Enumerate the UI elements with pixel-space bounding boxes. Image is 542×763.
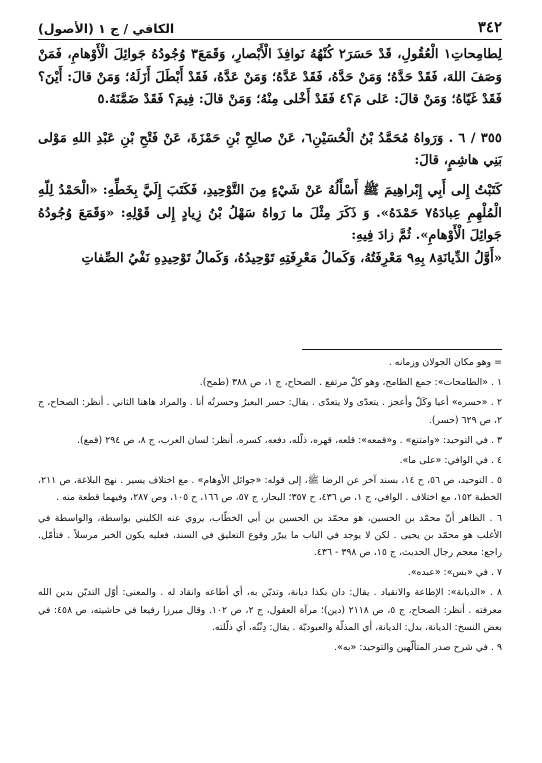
- page-number: ٣٤٢: [477, 18, 502, 36]
- footnote: ٥ . التوحيد، ص ٥٦، ح ١٤، بسند آخر عن الرضا ﷺ، إلى قوله: «جوائل الأوهام» . مع اختلاف يسير . نهج البلاغة، ص ٢١١، الخطبة ١٥٢، مع اختلاف . الوافي، ج ١، ص ٤٣٦، ح ٣٥٧؛ البحار، ج ٥٧، ص ١٦٦، ح ١٠٥، وص ٢٨٧، وفيهما قطعة منه .: [38, 475, 502, 504]
- main-paragraph: «أَوَّلُ الدِّيانَةِ٨ بِهِ٩ مَعْرِفَتُهُ، وَكَمالُ مَعْرِفَتِهِ تَوْحِيدُهُ، وَكَمالُ تَوْحِيدِهِ نَفْيُ الصِّفاتِ: [81, 250, 502, 266]
- main-paragraph: لِطامِحاتِ١ الْعُقُولِ، قَدْ حَسَرَ٢ كُنْهُهُ نَوافِذَ الْأَبْصارِ، وَقَمَعَ٣ وُجُودُهُ جَوائِلَ الْأَوْهامِ، فَمَنْ وَصَفَ اللهَ، فَقَدْ حَدَّهُ؛ وَمَنْ حَدَّهُ، فَقَدْ عَدَّهُ؛ وَمَنْ عَدَّهُ، فَقَدْ أَبْطَلَ أَزَلَهُ؛ وَمَنْ قالَ: أَيْنَ؟ فَقَدْ غَيّاهُ؛ وَمَنْ قالَ: عَلى مَ؟٤ فَقَدْ أَخْلى مِنْهُ؛ وَمَنْ قالَ: فِيمَ؟ فَقَدْ ضَمَّنَهُ.٥: [38, 47, 502, 108]
- main-paragraph: كَتَبْتُ إِلى أَبِي إِبْراهِيمَ ﷺ أَسْأَلُهُ عَنْ شَيْءٍ مِنَ التَّوْحِيدِ، فَكَتَبَ إِلَيَّ بِخَطِّهِ: «الْحَمْدُ لِلّهِ الْمُلْهِمِ عِبادَهُ٧ حَمْدَهُ». وَ ذَكَرَ مِثْلَ ما رَواهُ سَهْلُ بْنُ زِيادٍ إِلى قَوْلِهِ: «وَقَمَعَ وُجُودُهُ جَوائِلَ الْأَوْهامِ». ثُمَّ زادَ فِيهِ:: [38, 182, 502, 244]
- footnote: ٣ . في التوحيد: «وامتنع» . و«قمعه»: قلعه، قهره، ذلّله، دفعه، كسره. أنظر: لسان العرب، ج ٨، ص ٢٩٤ (قمع).: [77, 434, 502, 446]
- footnote-separator: [302, 349, 502, 350]
- footnotes: [38, 354, 502, 656]
- page-header: [38, 12, 502, 40]
- running-title: الكافي / ج ١ (الأصول): [38, 21, 175, 36]
- footnote: ٢ . «حسره» أعيا وكَلّ وأعجز . يتعدّى ولا يتعدّى . يقال: حسر البعيرُ وحسرتُه أنا . والمراد هاهنا الثاني . أنظر: الصحاح، ج ٢، ص ٦٢٩ (حسر).: [38, 397, 502, 426]
- footnote: ٨ . «الديانة»: الإطاعة والانقياد . يقال: دان بكذا ديانة، وتديّن به، أي أطاعه وانقاد له . والمعنى: أوّل التديّن بدين الله معرفته . أنظر: الصحاح، ج ٥، ص ٢١١٨ (دين)؛ مرآة العقول، ج ٢، ص ١٠٢. وقال ميرزا رفيعا في حاشيته، ص ٤٥٨: في بعض النسخ: الديانة، بدل: الديانة، أي المذلّة والعبوديّة . يقال: دِنْتُه، أي ذلّلته.: [38, 587, 502, 633]
- footnote: ٤ . في الوافي: «على ما».: [399, 455, 502, 467]
- footnote: ١ . «الطامحات»: جمع الطامح، وهو كلّ مرتفع . الصحاح، ج ١، ص ٣٨٨ (طمح).: [199, 377, 502, 389]
- main-text: [38, 44, 502, 270]
- footnote: ٦ . الظاهر أنّ محمّد بن الحسين، هو محمّد بن الحسين بن أبي الخطّاب، يروي عنه الكليني بواسطة، والواسطة في الأغلب هو محمّد بن يحيى . لكن لا يوجد في الباب ما يبرّر وقوع التعليق في السند، فعليه يكون الخبر مرسلاً . فتأمّل. راجع: معجم رجال الحديث، ج ١٥، ص ٣٩٨ - ٤٣٦.: [38, 512, 502, 559]
- hadith-chain: ٣٥٥ / ٦ . وَرَواهُ مُحَمَّدُ بْنُ الْحُسَيْنِ٦، عَنْ صالِحِ بْنِ حَمْزَةَ، عَنْ فَتْحِ بْنِ عَبْدِ اللهِ مَوْلى بَنِي هاشِمٍ، قالَ:: [38, 130, 503, 169]
- footnote: ٩ . في شرح صدر المتألّهين والتوحيد: «به».: [334, 642, 502, 654]
- footnote-carryover: = وهو مكان الجولان وزمانه .: [388, 357, 502, 368]
- footnote: ٧ . في «بس»: «عبده».: [407, 567, 502, 579]
